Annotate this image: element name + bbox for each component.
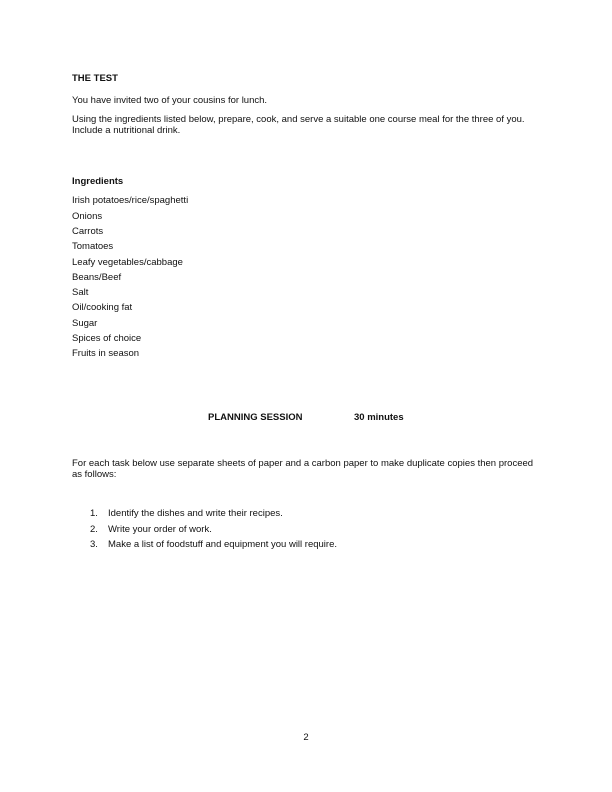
planning-session-duration: 30 minutes: [354, 412, 404, 423]
task-item: [90, 537, 337, 553]
ingredient-item: Tomatoes: [72, 241, 114, 253]
ingredient-item: Salt: [72, 287, 89, 299]
task-text: Write your order of work.: [108, 523, 212, 535]
test-paragraph-1: You have invited two of your cousins for lunch.: [72, 95, 268, 107]
ingredients-section: [72, 176, 542, 362]
ingredient-item: Beans/Beef: [72, 271, 122, 283]
ingredient-item: Carrots: [72, 225, 104, 237]
test-paragraph-2: Using the ingredients listed below, prepare, cook, and serve a suitable one course meal for the three of you. Include a nutritional drink.: [72, 113, 525, 137]
ingredient-item: Spices of choice: [72, 333, 142, 345]
task-text: Make a list of foodstuff and equipment you will require.: [108, 539, 338, 550]
task-item: [90, 506, 337, 522]
task-item: [90, 522, 337, 538]
ingredients-heading: Ingredients: [72, 176, 124, 187]
task-number: 3.: [90, 539, 98, 550]
test-heading: THE TEST: [72, 73, 118, 84]
ingredient-item: Fruits in season: [72, 348, 140, 360]
task-text: Identify the dishes and write their recipes.: [108, 508, 283, 519]
ingredient-item: Leafy vegetables/cabbage: [72, 256, 183, 268]
page-number: 2: [303, 732, 309, 743]
ingredient-item: Irish potatoes/rice/spaghetti: [72, 195, 189, 207]
ingredient-item: Onions: [72, 210, 103, 222]
planning-session-title: PLANNING SESSION: [208, 412, 303, 423]
planning-instructions-text: For each task below use separate sheets of paper and a carbon paper to make duplicate copies then proceed as follows:: [72, 458, 534, 481]
planning-instructions: [72, 458, 542, 481]
ingredient-item: Oil/cooking fat: [72, 302, 133, 314]
task-number: 1.: [90, 508, 98, 519]
ingredient-item: Sugar: [72, 317, 98, 329]
task-list: [90, 506, 337, 553]
task-number: 2.: [90, 523, 98, 535]
ingredients-list: [72, 193, 542, 361]
test-section: [72, 73, 542, 137]
